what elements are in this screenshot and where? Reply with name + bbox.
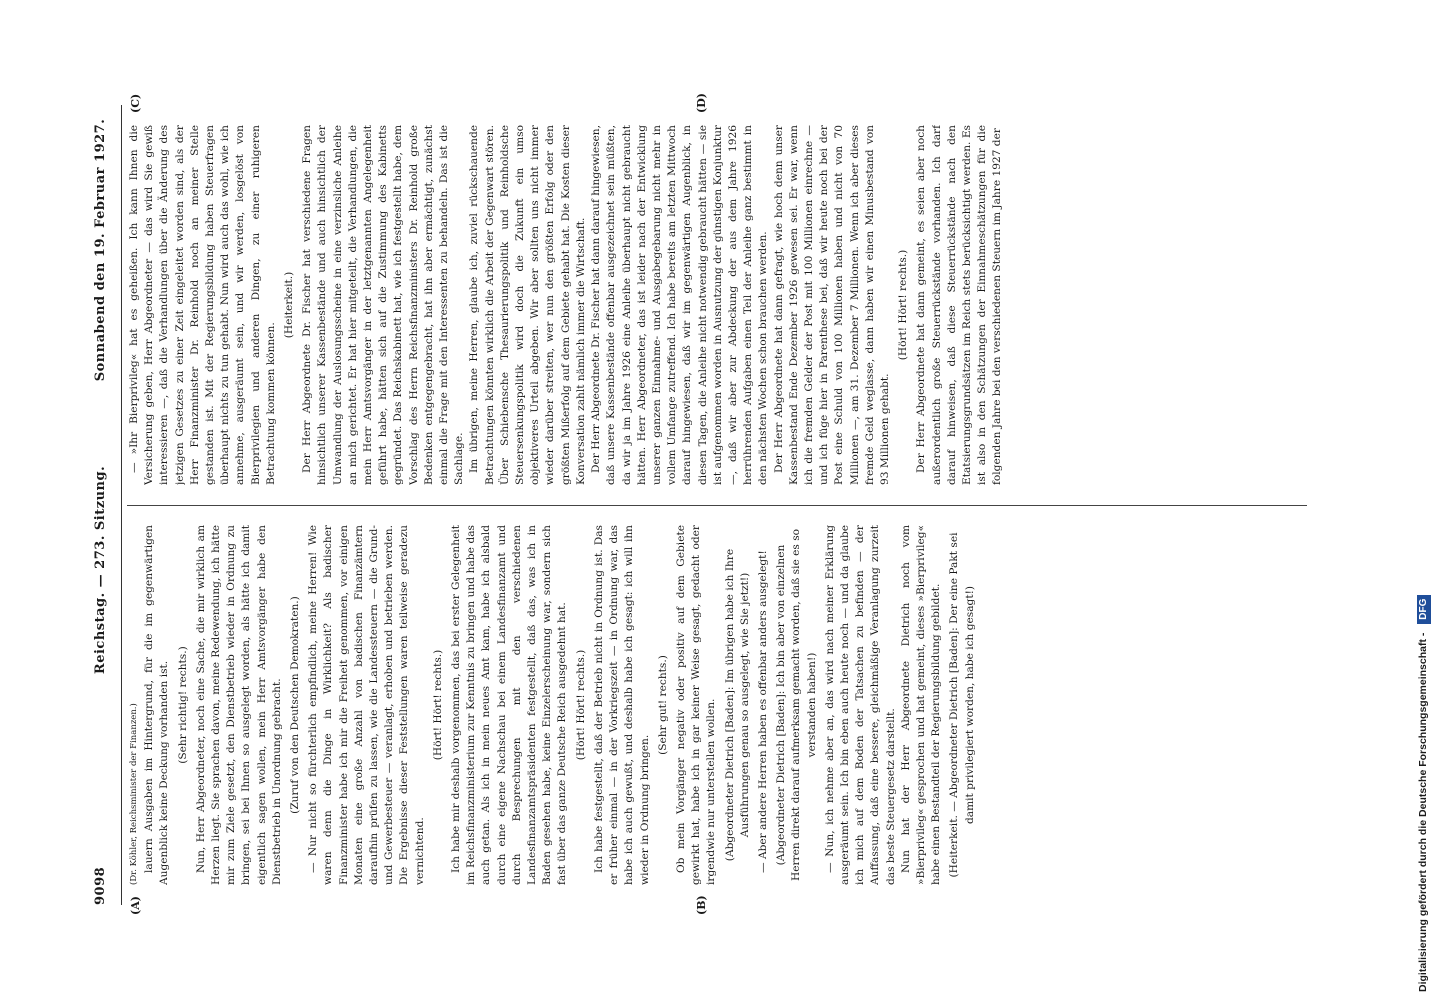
interjection: (Heiterkeit. — Abgeordneter Dietrich [Baden]: Der eine Pakt sei damit privilegiert worden, habe ich gesagt!) (948, 532, 976, 878)
interjection: (Abgeordneter Dietrich [Baden]: Ich bin aber von einzelnen Herren direkt darauf aufmerksam gemacht worden, daß sie es so verstanden haben!) (775, 528, 818, 882)
caption-text: Digitalisierung gefördert durch die Deutsche Forschungsgemeinschaft - (1417, 632, 1429, 992)
margin-marker-c: (C) (129, 93, 142, 113)
paragraph: Nun, Herr Abgeordneter, noch eine Sache, die mir wirklich am Herzen liegt. Sie sprachen davon, meine Redewendung, ich hätte mir zum Ziele gesetzt, den Dienstbetrieb wieder in Ordnung zu bringen, sei bei Ihnen so ausgelegt worden, als hätte ich damit eigentlich sagen wollen, mein Herr Amtsvorgänger habe den Dienstbetrieb in Unordnung gebracht. (194, 525, 283, 885)
header-rule (121, 105, 122, 905)
interjection: (Hört! Hört! rechts.) (431, 649, 444, 761)
paragraph: — Aber andere Herren haben es offenbar anders ausgelegt! (756, 550, 769, 873)
paragraph: Im übrigen, meine Herren, glaube ich, zuviel rückschauende Betrachtungen könnten wirklich die Arbeit der Gegenwart stören. Über Schiebensche Thesaurierungspolitik und Reinholdsche Steuersenkungspolitik wird doch die Zukunft ein umso objektiveres Urteil abgeben. Wir aber sollten uns nicht immer wieder darüber streiten, wer nun den größten Erfolg oder den größten Mißerfolg auf dem Gebiete gehabt hat. Die Kosten dieser Konversation zahlt nämlich immer die Wirtschaft. (468, 125, 587, 485)
paragraph: Der Herr Abgeordnete Dr. Fischer hat verschiedene Fragen hinsichtlich unserer Kassenbestände und auch hinsichtlich der Umwandlung der Auslosungsscheine in eine verzinsliche Anleihe an mich gerichtet. Er hat hier mitgeteilt, die Verhandlungen, die mein Herr Amtsvorgänger in der letztgenannten Angelegenheit geführt habe, hätten sich auf die Zustimmung des Kabinetts gegründet. Das Reichskabinett hat, wie ich festgestellt habe, dem Vorschlag des Herrn Reichsfinanzministers Dr. Reinhold große Bedenken entgegengebracht, hat ihn aber ermächtigt, zunächst einmal die Frage mit den Interessenten zu behandeln. Das ist die Sachlage. (301, 125, 466, 485)
paragraph: Ich habe mir deshalb vorgenommen, das bei erster Gelegenheit im Reichsfinanzministerium zur Kenntnis zu bringen und habe das auch getan. Als ich in mein neues Amt kam, habe ich alsbald durch eine eigene Nachschau bei einem Landesfinanzamt und durch Besprechungen mit den verschiedenen Landesfinanzamtspräsidenten festgestellt, daß das, was ich in Baden gesehen habe, keine Einzelerscheinung war, sondern sich fast über das ganze Deutsche Reich ausgedehnt hat. (450, 525, 569, 885)
page-number: 9098 (93, 866, 108, 905)
right-column (127, 125, 1317, 485)
digitization-caption (1413, 8, 1433, 992)
paragraph: — »Ihr Bierprivileg« hat es geheißen. Ich kann Ihnen die Versicherung geben, Herr Abgeordneter — das wird Sie gewiß interessieren —, daß die Verhandlungen über die Änderung des jetzigen Gesetzes zu einer Zeit eingeleitet worden sind, als der Herr Finanzminister Dr. Reinhold noch an meiner Stelle gestanden ist. Mit der Regierungsbildung haben Steuerfragen überhaupt nichts zu tun gehabt. Nun wird auch das wohl, wie ich annehme, ausgeräumt sein, und wir werden, losgelöst von Bierprivilegien und anderen Dingen, zu einer ruhigeren Betrachtung kommen können. (128, 125, 277, 485)
paragraph: Der Herr Abgeordnete hat dann gemeint, es seien aber noch außerordentlich große Steuerrückstände vorhanden. Ich darf darauf hinweisen, daß diese Steuerrückstände nach den Etatsierungsgrundsätzen im Reich stets berücksichtigt werden. Es ist also in den Schätzungen der Einnahmeschätzungen für die folgenden Jahre bei den verschiedenen Steuern im Jahre 1927 der (915, 125, 1004, 485)
dfg-logo: DFG (1417, 595, 1431, 624)
interjection: (Hört! Hört! rechts.) (897, 249, 910, 361)
paragraph: Ob mein Vorgänger negativ oder positiv auf dem Gebiete gewirkt hat, habe ich in gar keiner Weise gesagt, gedacht oder irgendwie nur unterstellen wollen. (674, 525, 718, 885)
interjection: (Heiterkeit.) (283, 271, 296, 339)
margin-marker-a: (A) (129, 896, 142, 915)
interjection: (Sehr gut! rechts.) (656, 655, 669, 755)
interjection: (Hört! Hört! rechts.) (574, 649, 587, 761)
interjection: (Zuruf von den Deutschen Demokraten.) (289, 596, 302, 814)
column-divider (127, 505, 1307, 506)
interjection: (Sehr richtig! rechts.) (176, 646, 189, 764)
margin-marker-b: (B) (695, 895, 708, 915)
paragraph: Der Herr Abgeordnete hat dann gefragt, wie hoch denn unser Kassenbestand Ende Dezember 1926 gewesen sei. Er war, wenn ich die fremden Gelder der Post mit 100 Millionen einrechne — und ich füge hier in Parenthese bei, daß wir heute noch bei der Post eine Schuld von 100 Millionen haben und nicht von 70 Millionen —, am 31. Dezember 7 Millionen. Wenn ich aber dieses fremde Geld weglasse, dann haben wir einen Minusbestand von 93 Millionen gehabt. (772, 125, 891, 485)
paragraph: Der Herr Abgeordnete Dr. Fischer hat dann darauf hingewiesen, daß unsere Kassenbestände offenbar ausgezeichnet sein müßten, da wir ja im Jahre 1926 eine Anleihe überhaupt nicht gebraucht hätten. Herr Abgeordneter, das ist leider nach der Entwicklung unserer ganzen Einnahme- und Ausgabegebarung nicht mehr in vollem Umfange zutreffend. Ich habe bereits am letzten Mittwoch darauf hingewiesen, daß wir im gegenwärtigen Augenblick, in diesen Tagen, die Anleihe nicht notwendig gebraucht hätten — sie ist aufgenommen worden in Ausnutzung der günstigen Konjunktur —, daß wir aber zur Abdeckung der aus dem Jahre 1926 herrührenden Aufgaben einen Teil der Anleihe ganz bestimmt in den nächsten Wochen schon brauchen werden. (590, 125, 770, 485)
left-column (127, 525, 1317, 885)
speaker-line: (Dr. Köhler, Reichsminister der Finanzen.) (129, 703, 139, 885)
rotated-page (85, 75, 1385, 935)
paragraph: — Nun, ich nehme aber an, das wird nach meiner Erklärung ausgeräumt sein. Ich bin eben auch heute noch — und da glaube ich mich auf dem Boden der Tatsachen zu befinden — der Auffassung, daß eine bessere, gleichmäßige Veranlagung zurzeit das beste Steuergesetz darstellt. (823, 525, 897, 885)
paragraph: Ich habe festgestellt, daß der Betrieb nicht in Ordnung ist. Das er früher einmal — in der Vorkriegszeit — in Ordnung war, das habe ich auch gewußt, und deshalb habe ich gesagt: ich will ihn wieder in Ordnung bringen. (592, 525, 651, 885)
paragraph: Nun hat der Herr Abgeordnete Dietrich noch vom »Bierprivileg« gesprochen und hat gemeint, dieses »Bierprivileg« habe einen Bestandteil der Regierungsbildung gebildet. (899, 525, 943, 885)
paragraph: lauern Ausgaben im Hintergrund, für die im gegenwärtigen Augenblick keine Deckung vorhanden ist. (143, 525, 171, 885)
session-date: Sonnabend den 19. Februar 1927. (93, 118, 108, 382)
margin-marker-d: (D) (695, 93, 708, 113)
session-title: Reichstag. — 273. Sitzung. (93, 465, 108, 675)
page-header (93, 105, 119, 905)
paragraph: — Nur nicht so fürchterlich empfindlich, meine Herren! Wie waren denn die Dinge in Wirklichkeit? Als badischer Finanzminister habe ich mir die Freiheit genommen, vor einigen Monaten eine große Anzahl von badischen Finanzämtern daraufhin prüfen zu lassen, wie die Landessteuern — die Grund- und Gewerbesteuer — veranlagt, erhoben und betrieben werden. Die Ergebnisse dieser Feststellungen waren teilweise geradezu vernichtend. (307, 525, 426, 885)
interjection: (Abgeordneter Dietrich [Baden]: Im übrigen habe ich Ihre Ausführungen genau so ausgelegt, wie Sie jetzt!) (723, 548, 751, 862)
